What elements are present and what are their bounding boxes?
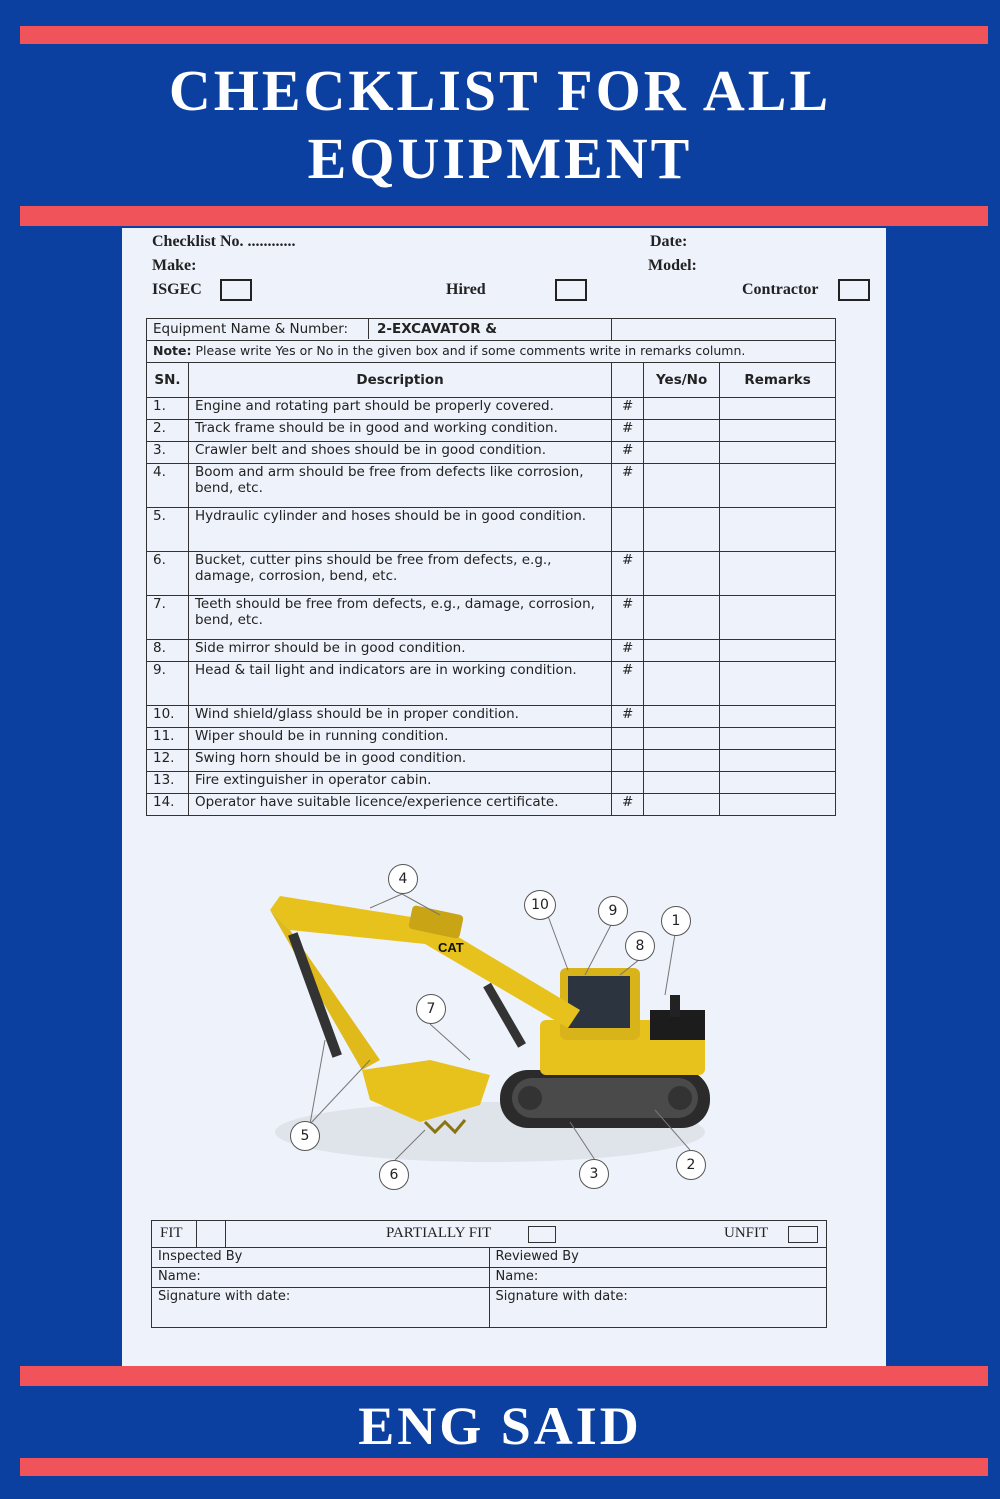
col-sn: SN. bbox=[147, 363, 189, 398]
row-mark: # bbox=[612, 442, 644, 464]
checklist-table bbox=[146, 318, 836, 816]
row-sn: 11. bbox=[147, 728, 189, 750]
row-description: Side mirror should be in good condition. bbox=[188, 640, 611, 662]
cover-author: ENG SAID bbox=[358, 1396, 642, 1456]
row-yes-no-cell[interactable] bbox=[644, 398, 720, 420]
table-row bbox=[147, 706, 836, 728]
isgec-checkbox[interactable] bbox=[220, 279, 252, 301]
row-sn: 10. bbox=[147, 706, 189, 728]
row-description: Boom and arm should be free from defects like corrosion, bend, etc. bbox=[188, 464, 611, 508]
callout-8: 8 bbox=[625, 931, 655, 961]
note-text: Please write Yes or No in the given box and if some comments write in remarks column. bbox=[195, 343, 746, 358]
col-mark bbox=[612, 363, 644, 398]
row-mark: # bbox=[612, 552, 644, 596]
row-sn: 13. bbox=[147, 772, 189, 794]
table-row bbox=[147, 508, 836, 552]
partially-fit-checkbox[interactable] bbox=[528, 1226, 556, 1243]
row-yes-no-cell[interactable] bbox=[644, 706, 720, 728]
note-label: Note: bbox=[153, 343, 192, 358]
row-yes-no-cell[interactable] bbox=[644, 464, 720, 508]
callout-10: 10 bbox=[524, 890, 556, 920]
row-mark: # bbox=[612, 464, 644, 508]
table-row bbox=[147, 552, 836, 596]
author-top-stripe bbox=[20, 1366, 988, 1386]
equipment-value: 2-EXCAVATOR & bbox=[377, 321, 498, 337]
cover-title-line1: CHECKLIST FOR ALL bbox=[168, 58, 832, 123]
unfit-checkbox[interactable] bbox=[788, 1226, 818, 1243]
row-mark bbox=[612, 508, 644, 552]
row-mark: # bbox=[612, 420, 644, 442]
row-mark: # bbox=[612, 596, 644, 640]
unfit-label: UNFIT bbox=[724, 1225, 769, 1241]
isgec-label: ISGEC bbox=[152, 281, 202, 298]
row-remarks-cell[interactable] bbox=[720, 772, 836, 794]
checklist-no-label: Checklist No. ............ bbox=[152, 233, 296, 250]
callout-2: 2 bbox=[676, 1150, 706, 1180]
row-remarks-cell[interactable] bbox=[720, 508, 836, 552]
cat-logo: CAT bbox=[438, 940, 464, 955]
row-yes-no-cell[interactable] bbox=[644, 420, 720, 442]
table-row bbox=[147, 794, 836, 816]
row-sn: 2. bbox=[147, 420, 189, 442]
row-yes-no-cell[interactable] bbox=[644, 662, 720, 706]
note-cell bbox=[147, 341, 836, 363]
row-mark: # bbox=[612, 662, 644, 706]
row-yes-no-cell[interactable] bbox=[644, 596, 720, 640]
row-description: Hydraulic cylinder and hoses should be in good condition. bbox=[188, 508, 611, 552]
inspected-by-label: Inspected By bbox=[152, 1248, 490, 1268]
row-yes-no-cell[interactable] bbox=[644, 442, 720, 464]
hired-checkbox[interactable] bbox=[555, 279, 587, 301]
row-remarks-cell[interactable] bbox=[720, 464, 836, 508]
row-yes-no-cell[interactable] bbox=[644, 640, 720, 662]
row-remarks-cell[interactable] bbox=[720, 398, 836, 420]
col-remarks: Remarks bbox=[720, 363, 836, 398]
row-sn: 4. bbox=[147, 464, 189, 508]
fit-label: FIT bbox=[160, 1225, 183, 1241]
row-description: Wind shield/glass should be in proper condition. bbox=[188, 706, 611, 728]
callout-7: 7 bbox=[416, 994, 446, 1024]
title-bottom-stripe bbox=[20, 206, 988, 226]
row-mark: # bbox=[612, 640, 644, 662]
track-assembly bbox=[500, 1070, 710, 1128]
equipment-name-cell bbox=[147, 319, 612, 341]
bottom-stripe bbox=[20, 1458, 988, 1476]
table-row bbox=[147, 662, 836, 706]
row-yes-no-cell[interactable] bbox=[644, 508, 720, 552]
row-sn: 1. bbox=[147, 398, 189, 420]
row-mark: # bbox=[612, 706, 644, 728]
date-label: Date: bbox=[650, 233, 688, 250]
make-label: Make: bbox=[152, 257, 197, 274]
table-row bbox=[147, 596, 836, 640]
reviewer-signature-label: Signature with date: bbox=[489, 1288, 827, 1328]
model-label: Model: bbox=[648, 257, 697, 274]
table-header-row bbox=[147, 363, 836, 398]
row-remarks-cell[interactable] bbox=[720, 794, 836, 816]
table-row bbox=[147, 640, 836, 662]
row-remarks-cell[interactable] bbox=[720, 706, 836, 728]
table-row bbox=[147, 464, 836, 508]
cover-title-line2: EQUIPMENT bbox=[307, 126, 693, 191]
callout-3: 3 bbox=[579, 1159, 609, 1189]
col-description: Description bbox=[188, 363, 611, 398]
table-row bbox=[147, 398, 836, 420]
top-stripe bbox=[20, 26, 988, 44]
inspector-name-label: Name: bbox=[152, 1268, 490, 1288]
equipment-blank-cell bbox=[612, 319, 836, 341]
callout-4: 4 bbox=[388, 864, 418, 894]
row-sn: 14. bbox=[147, 794, 189, 816]
row-mark bbox=[612, 772, 644, 794]
row-sn: 7. bbox=[147, 596, 189, 640]
row-sn: 9. bbox=[147, 662, 189, 706]
partially-fit-label: PARTIALLY FIT bbox=[386, 1225, 492, 1241]
row-remarks-cell[interactable] bbox=[720, 420, 836, 442]
row-mark: # bbox=[612, 398, 644, 420]
boom-arm bbox=[270, 896, 580, 1070]
callout-6: 6 bbox=[379, 1160, 409, 1190]
callout-1: 1 bbox=[661, 906, 691, 936]
row-sn: 3. bbox=[147, 442, 189, 464]
row-mark: # bbox=[612, 794, 644, 816]
row-mark bbox=[612, 728, 644, 750]
row-mark bbox=[612, 750, 644, 772]
row-sn: 6. bbox=[147, 552, 189, 596]
equipment-label: Equipment Name & Number: bbox=[147, 319, 369, 339]
excavator-diagram bbox=[250, 860, 730, 1200]
row-description: Wiper should be in running condition. bbox=[188, 728, 611, 750]
callout-5: 5 bbox=[290, 1121, 320, 1151]
row-sn: 12. bbox=[147, 750, 189, 772]
callout-9: 9 bbox=[598, 896, 628, 926]
row-remarks-cell[interactable] bbox=[720, 640, 836, 662]
row-yes-no-cell[interactable] bbox=[644, 750, 720, 772]
inspector-signature-label: Signature with date: bbox=[152, 1288, 490, 1328]
table-row bbox=[147, 750, 836, 772]
row-sn: 8. bbox=[147, 640, 189, 662]
reviewer-name-label: Name: bbox=[489, 1268, 827, 1288]
row-remarks-cell[interactable] bbox=[720, 750, 836, 772]
row-yes-no-cell[interactable] bbox=[644, 794, 720, 816]
row-remarks-cell[interactable] bbox=[720, 442, 836, 464]
table-row bbox=[147, 420, 836, 442]
row-remarks-cell[interactable] bbox=[720, 596, 836, 640]
table-row bbox=[147, 728, 836, 750]
row-description: Operator have suitable licence/experience certificate. bbox=[188, 794, 611, 816]
fit-checkbox[interactable] bbox=[196, 1221, 226, 1247]
fitness-row bbox=[152, 1221, 827, 1248]
row-yes-no-cell[interactable] bbox=[644, 552, 720, 596]
row-description: Engine and rotating part should be properly covered. bbox=[188, 398, 611, 420]
reviewed-by-label: Reviewed By bbox=[489, 1248, 827, 1268]
row-yes-no-cell[interactable] bbox=[644, 728, 720, 750]
table-row bbox=[147, 442, 836, 464]
table-row bbox=[147, 772, 836, 794]
row-remarks-cell[interactable] bbox=[720, 552, 836, 596]
hired-label: Hired bbox=[446, 281, 486, 298]
row-yes-no-cell[interactable] bbox=[644, 772, 720, 794]
contractor-label: Contractor bbox=[742, 281, 819, 298]
row-remarks-cell[interactable] bbox=[720, 662, 836, 706]
row-description: Fire extinguisher in operator cabin. bbox=[188, 772, 611, 794]
row-sn: 5. bbox=[147, 508, 189, 552]
row-description: Swing horn should be in good condition. bbox=[188, 750, 611, 772]
col-yes-no: Yes/No bbox=[644, 363, 720, 398]
row-description: Crawler belt and shoes should be in good condition. bbox=[188, 442, 611, 464]
row-description: Track frame should be in good and working condition. bbox=[188, 420, 611, 442]
inspection-footer-table bbox=[151, 1220, 827, 1328]
contractor-checkbox[interactable] bbox=[838, 279, 870, 301]
row-description: Bucket, cutter pins should be free from defects, e.g., damage, corrosion, bend, etc. bbox=[188, 552, 611, 596]
row-description: Head & tail light and indicators are in working condition. bbox=[188, 662, 611, 706]
row-description: Teeth should be free from defects, e.g., damage, corrosion, bend, etc. bbox=[188, 596, 611, 640]
row-remarks-cell[interactable] bbox=[720, 728, 836, 750]
